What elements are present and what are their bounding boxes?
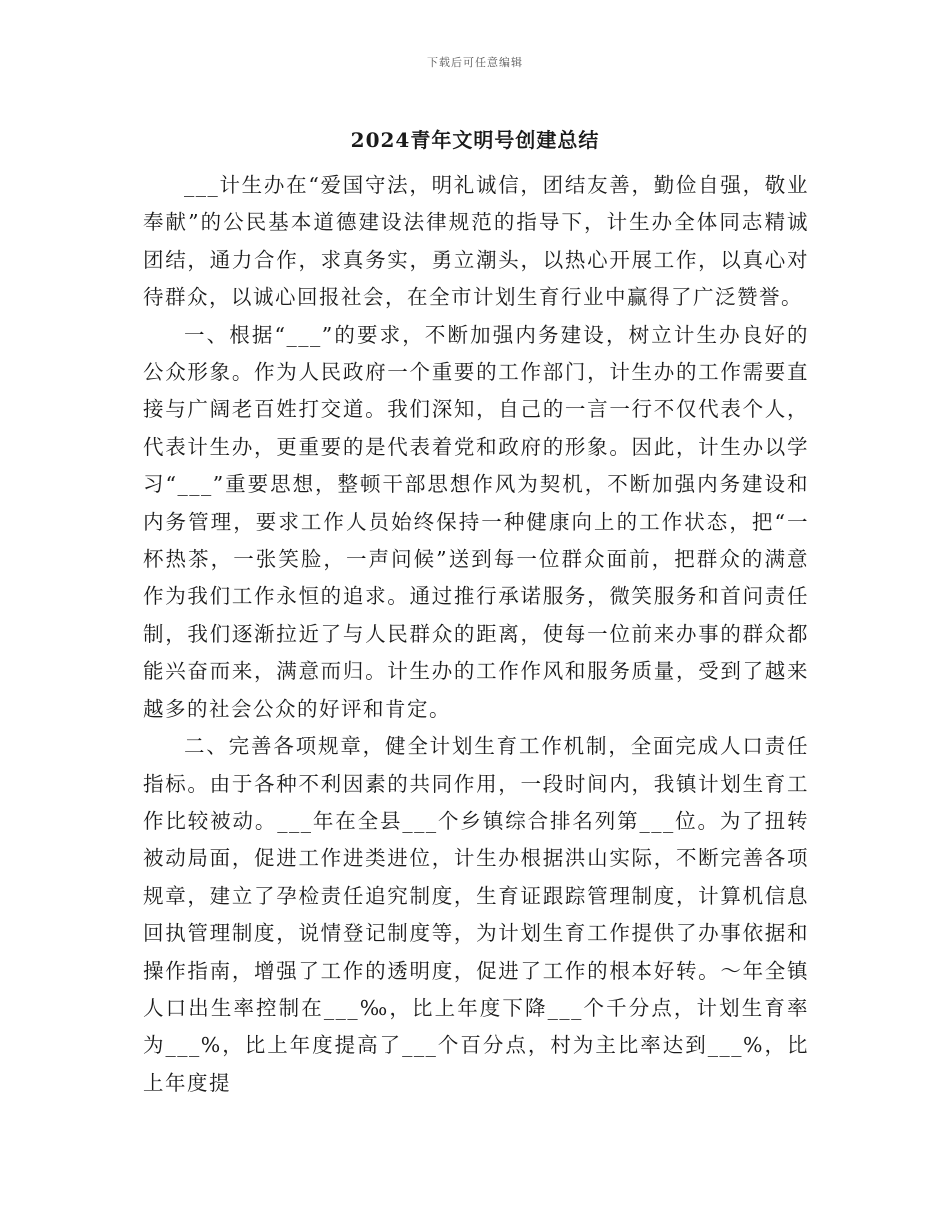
paragraph-section-two: 二、完善各项规章，健全计划生育工作机制，全面完成人口责任指标。由于各种不利因素的共同作用，一段时间内，我镇计划生育工作比较被动。___年在全县___个乡镇综合排名列第___位。为了扭转被动局面，促进工作进类进位，计生办根据洪山实际，不断完善各项规章，建立了孕检责任追究制度，生育证跟踪管理制度，计算机信息回执管理制度，说情登记制度等，为计划生育工作提供了办事依据和操作指南，增强了工作的透明度，促进了工作的根本好转。～年全镇人口出生率控制在___‰，比上年度下降___个千分点，计划生育率为___%，比上年度提高了___个百分点，村为主比率达到___%，比上年度提 [143, 734, 809, 1095]
document-body [143, 167, 809, 1102]
document-title: 2024青年文明号创建总结 [350, 128, 600, 152]
header-note: 下载后可任意编辑 [427, 56, 523, 69]
paragraph-section-one: 一、根据“___”的要求，不断加强内务建设，树立计生办良好的公众形象。作为人民政府一个重要的工作部门，计生办的工作需要直接与广阔老百姓打交道。我们深知，自己的一言一行不仅代表个人，代表计生办，更重要的是代表着党和政府的形象。因此，计生办以学习“___”重要思想，整顿干部思想作风为契机，不断加强内务建设和内务管理，要求工作人员始终保持一种健康向上的工作状态，把“一杯热茶，一张笑脸，一声问候”送到每一位群众面前，把群众的满意作为我们工作永恒的追求。通过推行承诺服务，微笑服务和首问责任制，我们逐渐拉近了与人民群众的距离，使每一位前来办事的群众都能兴奋而来，满意而归。计生办的工作作风和服务质量，受到了越来越多的社会公众的好评和肯定。 [143, 322, 809, 721]
paragraph-intro: ___计生办在“爱国守法，明礼诚信，团结友善，勤俭自强，敬业奉献”的公民基本道德建设法律规范的指导下，计生办全体同志精诚团结，通力合作，求真务实，勇立潮头，以热心开展工作，以真心对待群众，以诚心回报社会，在全市计划生育行业中赢得了广泛赞誉。 [143, 173, 809, 310]
